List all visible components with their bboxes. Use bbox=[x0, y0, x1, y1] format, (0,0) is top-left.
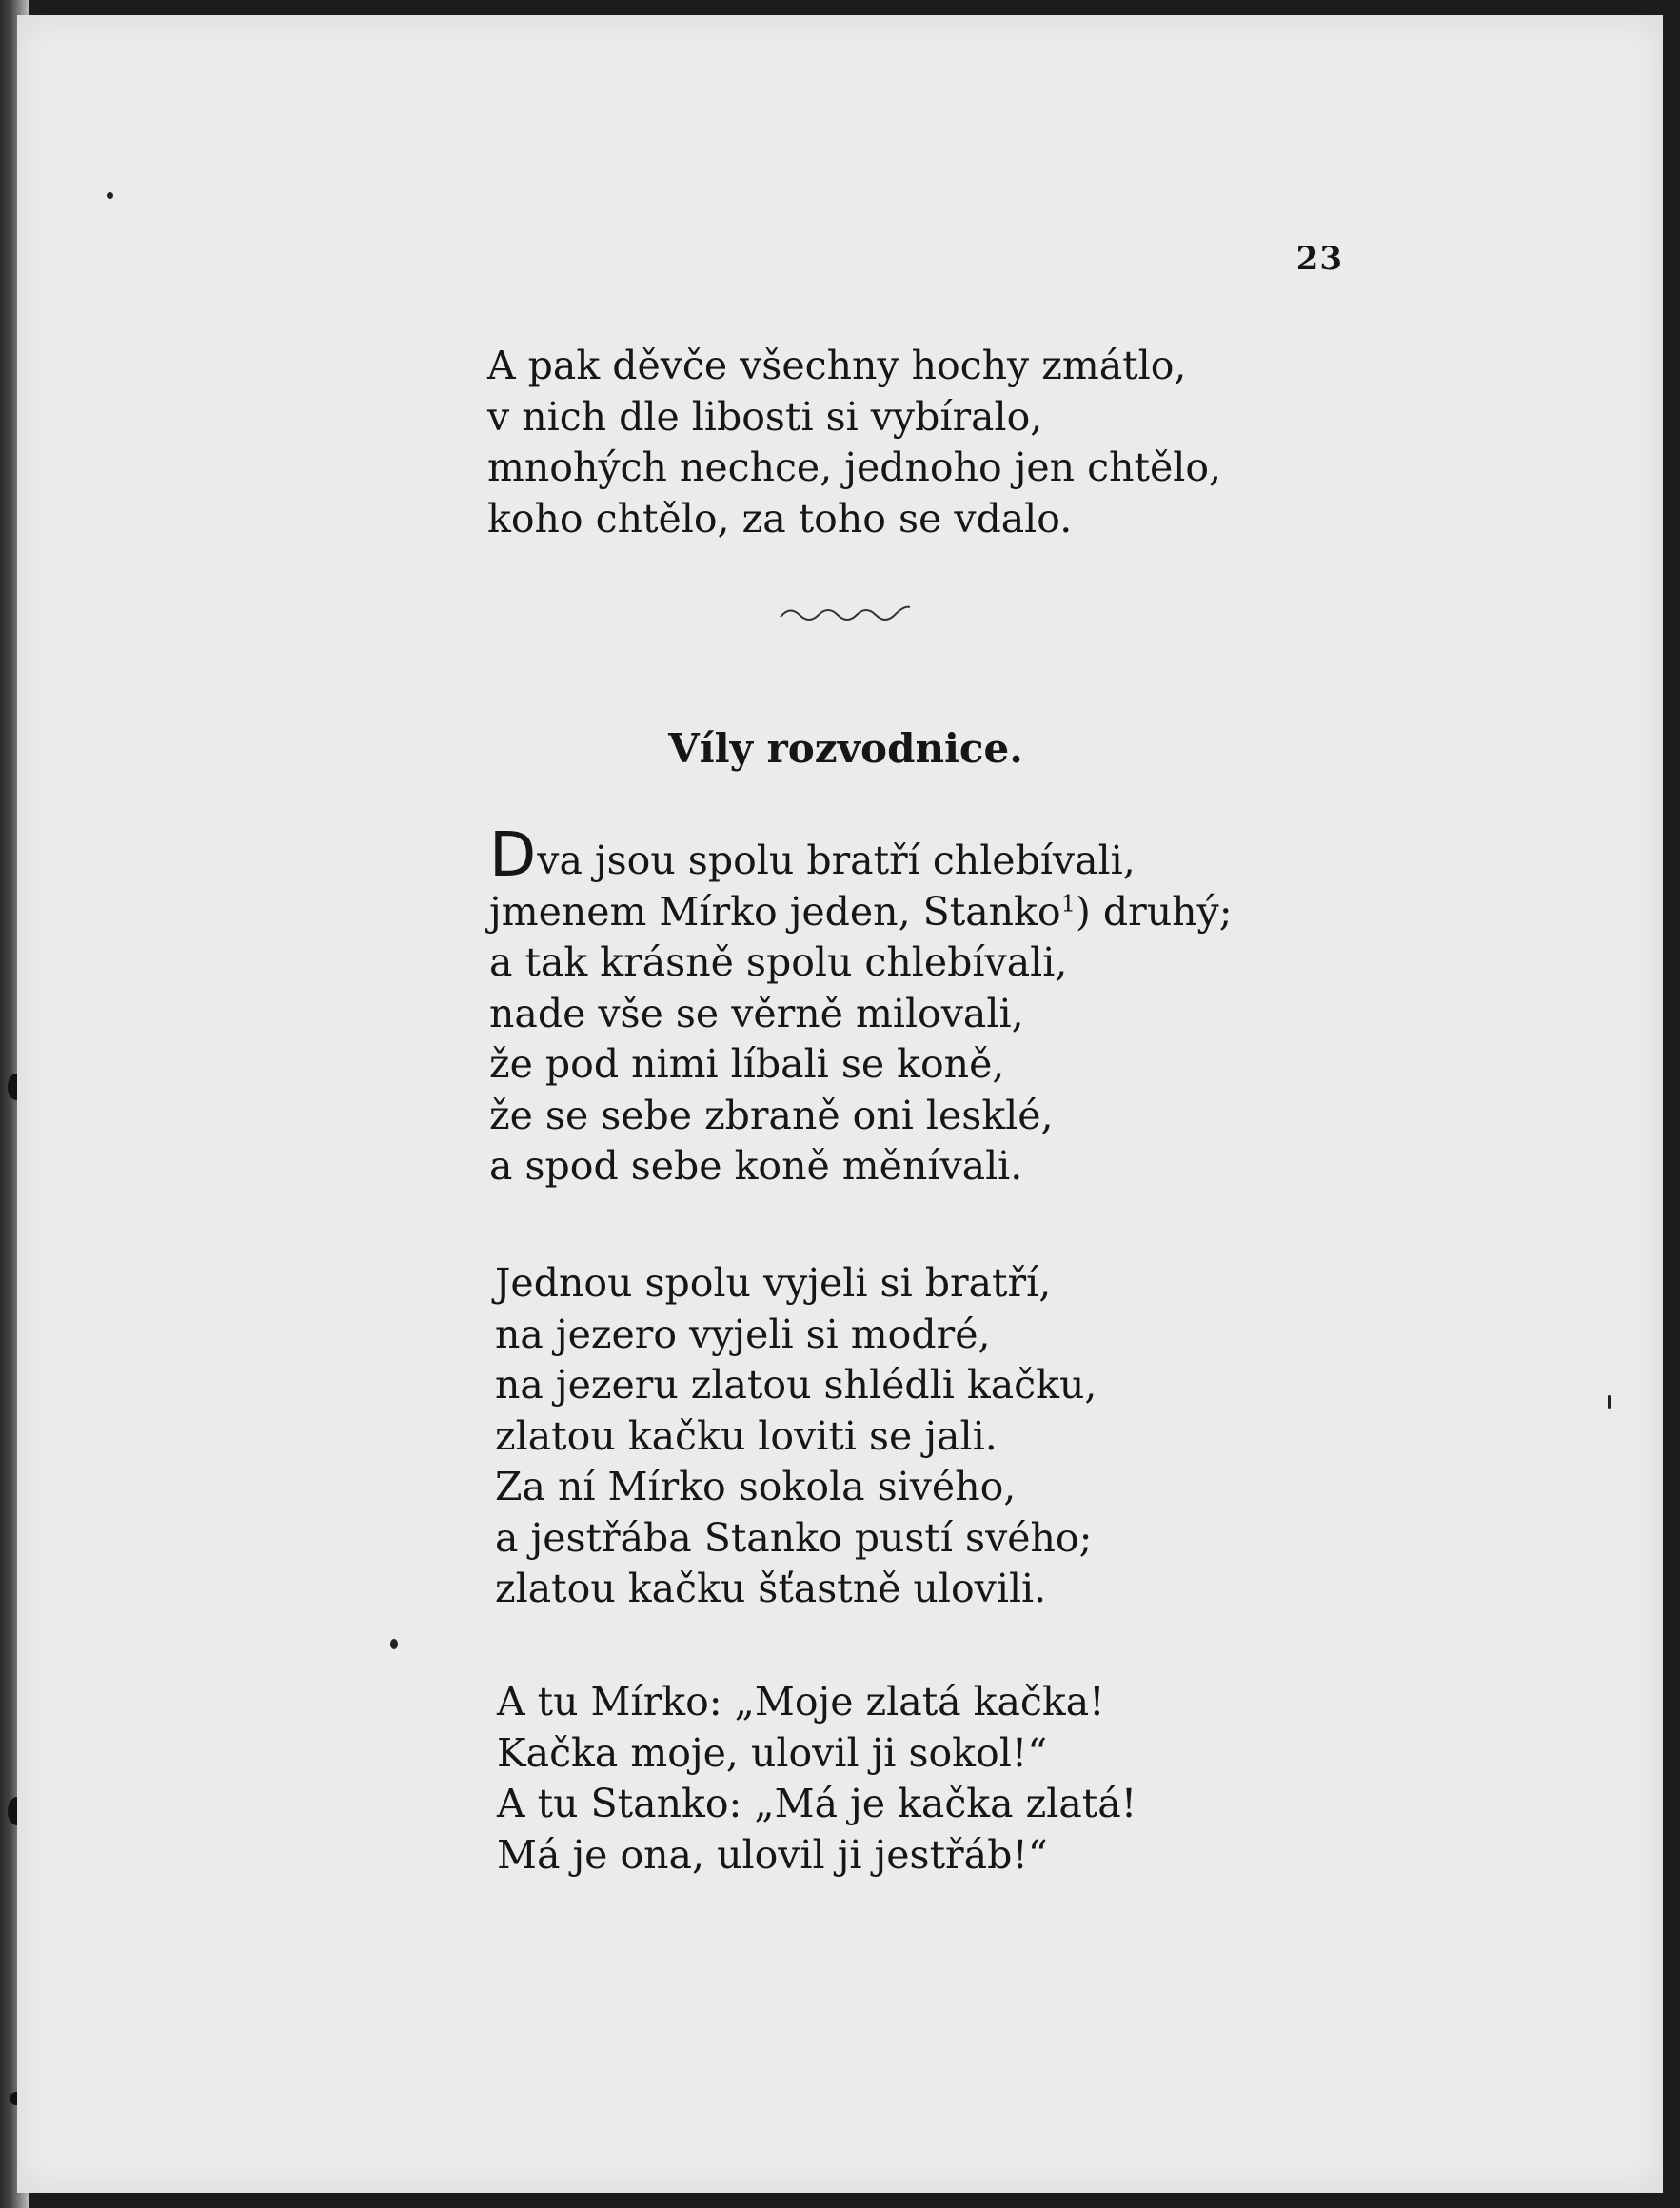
verse-line: Jednou spolu vyjeli si bratří, bbox=[495, 1260, 1052, 1306]
verse-line: že pod nimi líbali se koně, bbox=[489, 1041, 1005, 1087]
verse-line: A tu Stanko: „Má je kačka zlatá! bbox=[497, 1781, 1137, 1826]
page-number: 23 bbox=[1295, 240, 1343, 278]
verse-line: Kačka moje, ulovil ji sokol!“ bbox=[497, 1729, 1048, 1776]
verse-text: va jsou spolu bratří chlebívali, bbox=[537, 838, 1136, 883]
verse-line: a jestřába Stanko pustí svého; bbox=[495, 1514, 1093, 1561]
verse-line: koho chtělo, za toho se vdalo. bbox=[487, 495, 1073, 542]
poem-title: Víly rozvodnice. bbox=[668, 725, 1023, 772]
verse-line: zlatou kačku loviti se jali. bbox=[495, 1412, 998, 1459]
verse-line: a tak krásně spolu chlebívali, bbox=[489, 939, 1068, 985]
poem-stanza-1 bbox=[489, 820, 1233, 1193]
verse-line: zlatou kačku šťastně ulovili. bbox=[495, 1566, 1047, 1611]
intro-stanza bbox=[487, 341, 1221, 544]
section-divider-ornament bbox=[779, 601, 912, 624]
verse-line: v nich dle libosti si vybíralo, bbox=[487, 393, 1043, 440]
verse-line: Má je ona, ulovil ji jestřáb!“ bbox=[497, 1831, 1048, 1878]
paper-speck bbox=[390, 1639, 398, 1649]
verse-line: na jezeru zlatou shlédli kačku, bbox=[495, 1362, 1097, 1408]
paper-speck bbox=[1608, 1395, 1611, 1409]
verse-line: A pak děvče všechny hochy zmátlo, bbox=[487, 343, 1187, 388]
footnote-marker: 1 bbox=[1060, 889, 1076, 917]
verse-line: Za ní Mírko sokola sivého, bbox=[495, 1464, 1017, 1509]
verse-line: na jezero vyjeli si modré, bbox=[495, 1311, 991, 1357]
verse-text: jmenem Mírko jeden, Stanko bbox=[489, 888, 1061, 935]
poem-stanza-2 bbox=[495, 1258, 1097, 1615]
verse-line: A tu Mírko: „Moje zlatá kačka! bbox=[497, 1679, 1105, 1725]
verse-line bbox=[489, 887, 1233, 938]
verse-text: ) druhý; bbox=[1075, 888, 1233, 935]
paper-speck bbox=[107, 192, 113, 199]
poem-stanza-3 bbox=[497, 1677, 1136, 1881]
verse-line: a spod sebe koně měnívali. bbox=[489, 1143, 1023, 1189]
drop-cap: D bbox=[489, 820, 537, 891]
verse-line: nade vše se věrně milovali, bbox=[489, 990, 1024, 1036]
verse-line bbox=[489, 820, 1233, 891]
verse-line: že se sebe zbraně oni lesklé, bbox=[489, 1092, 1054, 1138]
verse-line: mnohých nechce, jednoho jen chtělo, bbox=[487, 444, 1222, 490]
